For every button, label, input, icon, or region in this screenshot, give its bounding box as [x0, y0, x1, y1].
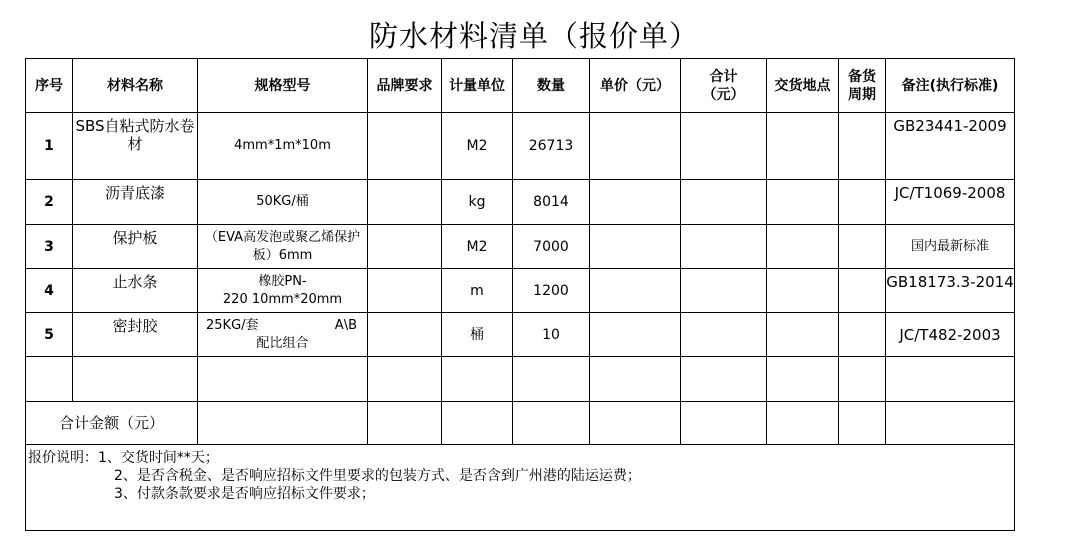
- header-total-line1: 合计: [709, 68, 738, 85]
- row-unit: 桶: [442, 313, 513, 357]
- header-price: 单价（元）: [590, 59, 681, 113]
- row-spec: 4mm*1m*10m: [198, 113, 368, 180]
- row-total: [681, 180, 767, 225]
- row-brand: [368, 269, 442, 313]
- header-period: [839, 59, 886, 113]
- table-row: [26, 113, 1015, 180]
- row-total: [681, 113, 767, 180]
- row-name: 沥青底漆: [73, 180, 198, 225]
- row-no: 1: [26, 113, 73, 180]
- header-period-line1: 备货: [848, 68, 876, 85]
- row-spec: [198, 313, 368, 357]
- row-total: [681, 225, 767, 269]
- row-place: [767, 313, 839, 357]
- row-unit: M2: [442, 113, 513, 180]
- header-total: [681, 59, 767, 113]
- row-place: [767, 180, 839, 225]
- row-spec-ratio: A\B: [334, 317, 357, 333]
- table-row: [26, 225, 1015, 269]
- header-brand: 品牌要求: [368, 59, 442, 113]
- remarks-row: [26, 445, 1015, 531]
- row-place: [767, 113, 839, 180]
- row-name: 止水条: [73, 269, 198, 313]
- header-period-line2: 周期: [848, 86, 876, 103]
- header-row: [26, 59, 1015, 113]
- row-name: SBS自粘式防水卷材: [73, 113, 198, 180]
- row-spec: （EVA高发泡或聚乙烯保护板）6mm: [198, 225, 368, 269]
- total-amount-label: 合计金额（元）: [26, 402, 198, 445]
- table-row-empty: [26, 357, 1015, 402]
- header-spec: 规格型号: [198, 59, 368, 113]
- remarks-line3: 3、付款条款要求是否响应招标文件要求；: [114, 486, 375, 502]
- row-qty: 26713: [513, 113, 590, 180]
- row-total: [681, 269, 767, 313]
- row-period: [839, 180, 886, 225]
- row-qty: 7000: [513, 225, 590, 269]
- row-brand: [368, 313, 442, 357]
- row-qty: 1200: [513, 269, 590, 313]
- row-place: [767, 269, 839, 313]
- table-row: [26, 269, 1015, 313]
- table-row: [26, 313, 1015, 357]
- row-unit: kg: [442, 180, 513, 225]
- row-note: GB18173.3-2014: [886, 269, 1015, 313]
- row-place: [767, 225, 839, 269]
- row-note: JC/T482-2003: [886, 313, 1015, 357]
- row-spec: 50KG/桶: [198, 180, 368, 225]
- row-total: [681, 313, 767, 357]
- row-note: JC/T1069-2008: [886, 180, 1015, 225]
- page-title: 防水材料清单（报价单）: [368, 19, 699, 53]
- row-unit: m: [442, 269, 513, 313]
- row-no: 3: [26, 225, 73, 269]
- row-period: [839, 313, 886, 357]
- row-period: [839, 269, 886, 313]
- row-qty: 8014: [513, 180, 590, 225]
- row-brand: [368, 225, 442, 269]
- header-qty: 数量: [513, 59, 590, 113]
- row-brand: [368, 113, 442, 180]
- row-unit: M2: [442, 225, 513, 269]
- row-note: 国内最新标准: [886, 225, 1015, 269]
- row-spec-weight: 25KG/套: [206, 317, 259, 333]
- row-note: GB23441-2009: [886, 113, 1015, 180]
- row-no: 4: [26, 269, 73, 313]
- row-price: [590, 313, 681, 357]
- row-spec-line2: 配比组合: [256, 335, 309, 351]
- row-price: [590, 269, 681, 313]
- row-spec-line1: 橡胶PN-: [258, 273, 307, 289]
- row-price: [590, 225, 681, 269]
- total-row: [26, 402, 1015, 445]
- row-spec: [198, 269, 368, 313]
- row-no: 5: [26, 313, 73, 357]
- row-name: 密封胶: [73, 313, 198, 357]
- quotation-table: [25, 58, 1015, 531]
- header-place: 交货地点: [767, 59, 839, 113]
- row-brand: [368, 180, 442, 225]
- table-row: [26, 180, 1015, 225]
- row-spec-line2: 220 10mm*20mm: [222, 291, 343, 307]
- row-period: [839, 113, 886, 180]
- header-note: 备注(执行标准): [886, 59, 1015, 113]
- row-spec-line1: [198, 317, 367, 335]
- remarks-line1: 报价说明：1、交货时间**天；: [28, 450, 219, 466]
- header-unit: 计量单位: [442, 59, 513, 113]
- header-total-line2: （元）: [702, 86, 745, 103]
- row-period: [839, 225, 886, 269]
- row-no: 2: [26, 180, 73, 225]
- header-no: 序号: [26, 59, 73, 113]
- header-name: 材料名称: [73, 59, 198, 113]
- row-price: [590, 113, 681, 180]
- row-qty: 10: [513, 313, 590, 357]
- remarks: [26, 445, 1015, 531]
- row-price: [590, 180, 681, 225]
- row-name: 保护板: [73, 225, 198, 269]
- remarks-line2: 2、是否含税金、是否响应招标文件里要求的包装方式、是否含到广州港的陆运运费；: [114, 468, 641, 484]
